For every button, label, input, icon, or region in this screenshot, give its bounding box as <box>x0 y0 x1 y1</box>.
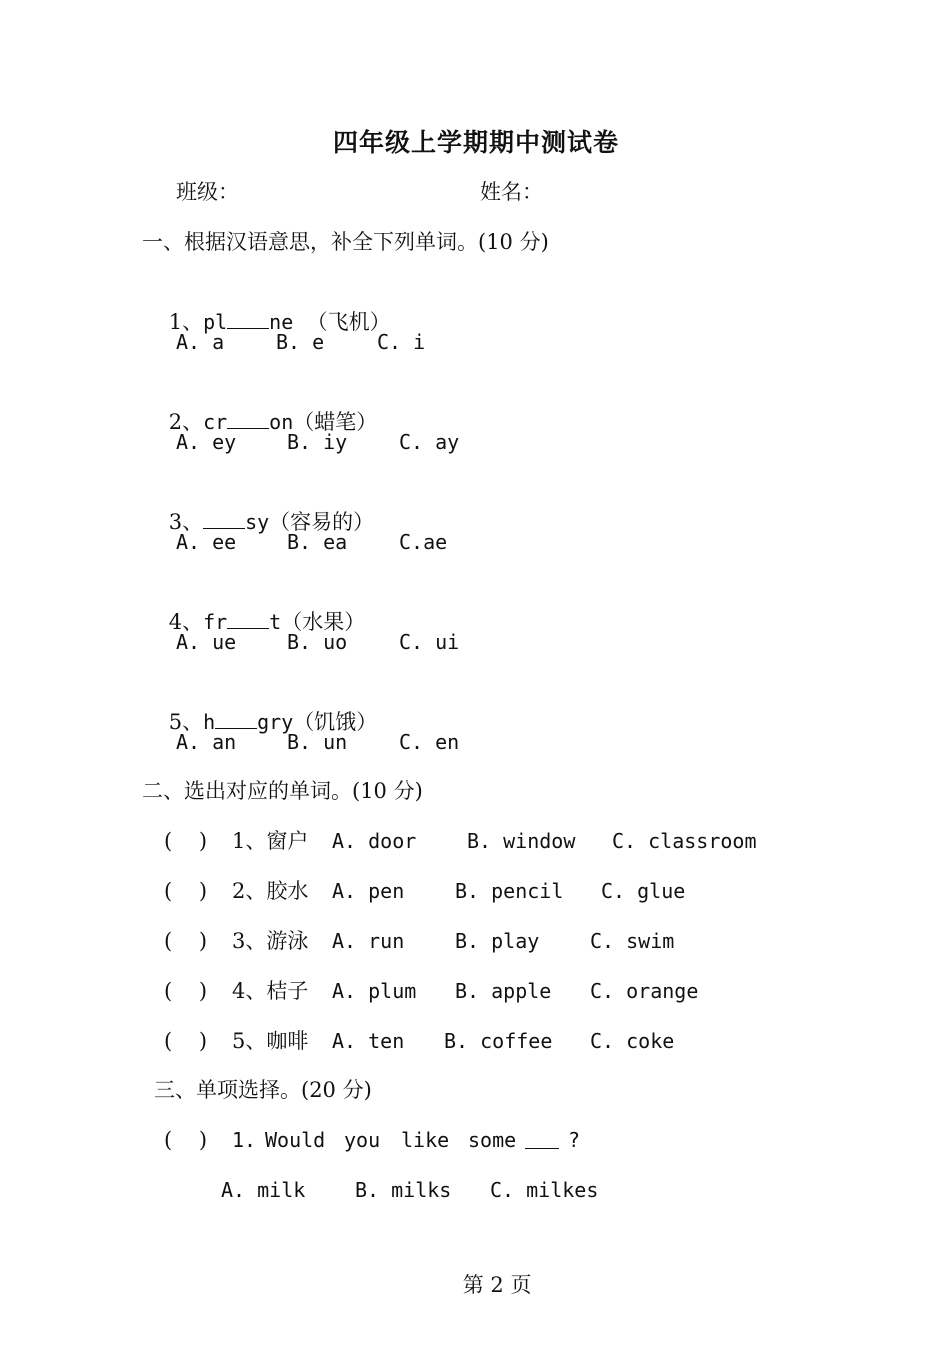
s2-row-1 <box>164 826 207 856</box>
chinese-hint: （容易的） <box>269 510 375 534</box>
name-label: 姓名： <box>480 180 543 204</box>
option-c: C. ay <box>399 430 460 454</box>
option-b: B. coffee <box>444 1029 553 1053</box>
s2-row-2-word <box>232 876 308 906</box>
word-prefix: h <box>203 710 216 734</box>
s2-row-4 <box>164 976 207 1006</box>
class-label: 班级： <box>176 180 239 204</box>
row-number: 2、 <box>232 879 267 903</box>
option-c: C. coke <box>590 1029 675 1053</box>
s3-q1-word-you: you <box>344 1128 381 1152</box>
option-b: B. ea <box>287 530 348 554</box>
section2-heading: 二、选出对应的单词。(10 分) <box>142 779 423 803</box>
option-a: A. ten <box>332 1029 405 1053</box>
section3-heading: 三、单项选择。(20 分) <box>154 1078 372 1102</box>
option-a: A. milk <box>221 1178 306 1202</box>
s3-q1-paren: ( ) <box>164 1128 208 1152</box>
option-b: B. un <box>287 730 348 754</box>
answer-paren: ( ) <box>164 829 208 853</box>
page-title: 四年级上学期期中测试卷 <box>333 128 620 157</box>
option-c: C. i <box>377 330 426 354</box>
answer-paren: ( ) <box>164 929 208 953</box>
chinese-word: 胶水 <box>266 879 309 903</box>
s2-row-2 <box>164 876 207 906</box>
s3-q1-word-like: like <box>401 1128 450 1152</box>
answer-paren: ( ) <box>164 1029 208 1053</box>
s3-q1-word-would: Would <box>265 1128 326 1152</box>
option-c: C. milkes <box>490 1178 599 1202</box>
option-b: B. milks <box>355 1178 452 1202</box>
option-a: A. door <box>332 829 417 853</box>
word-suffix: t <box>269 610 282 634</box>
question-number: 1、 <box>168 310 204 334</box>
s2-row-3 <box>164 926 207 956</box>
section1-heading: 一、根据汉语意思，补全下列单词。(10 分) <box>142 230 549 254</box>
option-c: C. swim <box>590 929 675 953</box>
chinese-hint: （水果） <box>281 610 366 634</box>
option-b: B. pencil <box>455 879 564 903</box>
row-number: 4、 <box>232 979 267 1003</box>
question-number: 3、 <box>168 510 204 534</box>
row-number: 3、 <box>232 929 267 953</box>
s2-row-1-word <box>232 826 308 856</box>
option-c: C. classroom <box>612 829 757 853</box>
option-c: C.ae <box>399 530 448 554</box>
s3-q1-question-mark: ? <box>568 1128 581 1152</box>
word-suffix: sy <box>245 510 270 534</box>
option-b: B. apple <box>455 979 552 1003</box>
option-a: A. ue <box>176 630 237 654</box>
chinese-hint: （飞机） <box>293 310 391 334</box>
option-b: B. play <box>455 929 540 953</box>
option-c: C. orange <box>590 979 699 1003</box>
blank-line <box>227 310 269 329</box>
s2-row-5 <box>164 1026 207 1056</box>
question-number: 4、 <box>168 610 204 634</box>
word-prefix: cr <box>203 410 228 434</box>
option-a: A. pen <box>332 879 405 903</box>
page-number: 2 <box>490 1273 504 1297</box>
option-b: B. e <box>276 330 325 354</box>
answer-paren: ( ) <box>164 979 208 1003</box>
footer-suffix: 页 <box>510 1273 532 1297</box>
s3-q1-num: 1. <box>232 1128 257 1152</box>
s3-q1-word-some: some <box>468 1128 517 1152</box>
option-b: B. window <box>467 829 576 853</box>
word-suffix: on <box>269 410 294 434</box>
word-suffix: ne <box>269 310 294 334</box>
s2-row-5-word <box>232 1026 308 1056</box>
row-number: 1、 <box>232 829 267 853</box>
word-suffix: gry <box>257 710 294 734</box>
chinese-hint: （饥饿） <box>293 710 378 734</box>
question-number: 2、 <box>168 410 204 434</box>
option-b: B. iy <box>287 430 348 454</box>
footer-prefix: 第 <box>462 1273 484 1297</box>
s2-row-4-word <box>232 976 308 1006</box>
row-number: 5、 <box>232 1029 267 1053</box>
option-b: B. uo <box>287 630 348 654</box>
option-a: A. ee <box>176 530 237 554</box>
chinese-word: 游泳 <box>266 929 309 953</box>
question-number: 5、 <box>168 710 204 734</box>
option-c: C. en <box>399 730 460 754</box>
chinese-hint: （蜡笔） <box>293 410 378 434</box>
option-c: C. ui <box>399 630 460 654</box>
option-a: A. ey <box>176 430 237 454</box>
option-a: A. an <box>176 730 237 754</box>
option-a: A. plum <box>332 979 417 1003</box>
s2-row-3-word <box>232 926 308 956</box>
answer-paren: ( ) <box>164 879 208 903</box>
word-prefix: pl <box>203 310 228 334</box>
chinese-word: 咖啡 <box>266 1029 309 1053</box>
chinese-word: 窗户 <box>266 829 309 853</box>
option-a: A. a <box>176 330 225 354</box>
word-prefix: fr <box>203 610 228 634</box>
blank-line <box>525 1130 559 1149</box>
option-c: C. glue <box>601 879 686 903</box>
option-a: A. run <box>332 929 405 953</box>
chinese-word: 桔子 <box>266 979 309 1003</box>
page-footer <box>436 1240 531 1330</box>
